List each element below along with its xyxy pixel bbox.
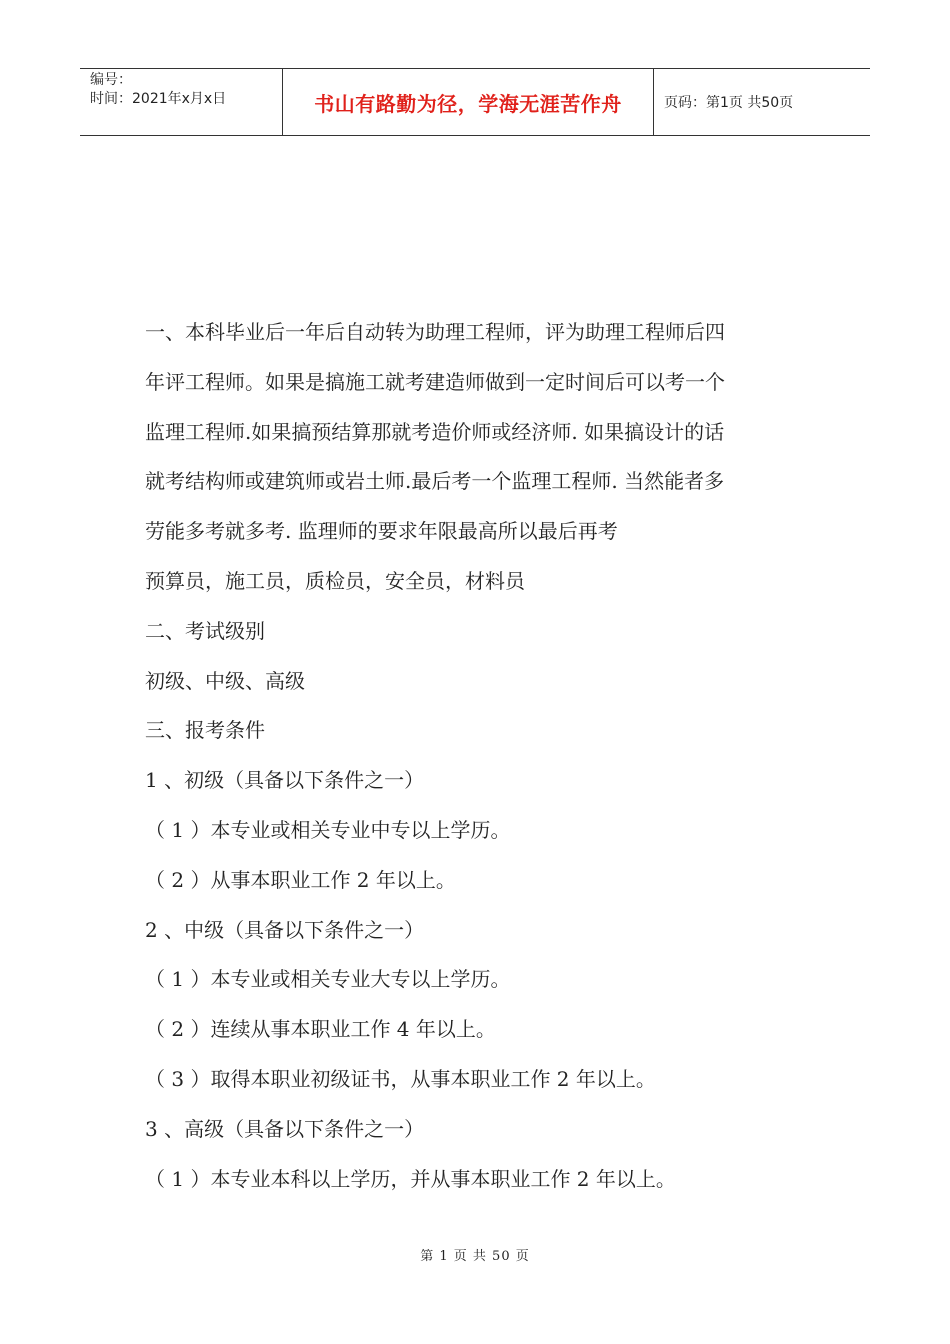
document-header [80, 68, 870, 136]
header-date-label: 时间：2021年x月x日 [90, 91, 227, 107]
list-item: （ 1 ）本专业或相关专业中专以上学历。 [145, 817, 511, 842]
list-item: （ 2 ）从事本职业工作 2 年以上。 [145, 867, 456, 892]
document-body [145, 308, 810, 1204]
header-number-label: 编号： [90, 72, 132, 88]
body-line: 预算员，施工员，质检员，安全员，材料员 [145, 568, 525, 593]
subsection-heading: 1 、初级（具备以下条件之一） [145, 768, 425, 793]
section-heading: 二、考试级别 [145, 618, 265, 643]
header-motto: 书山有路勤为径，学海无涯苦作舟 [282, 69, 654, 135]
body-line: 劳能多考就多考. 监理师的要求年限最高所以最后再考 [145, 519, 618, 544]
section-heading: 三、报考条件 [145, 718, 265, 743]
body-line: 就考结构师或建筑师或岩土师.最后考一个监理工程师. 当然能者多 [145, 469, 725, 494]
list-item: （ 1 ）本专业本科以上学历，并从事本职业工作 2 年以上。 [145, 1166, 676, 1191]
body-line: 监理工程师.如果搞预结算那就考造价师或经济师. 如果搞设计的话 [145, 419, 725, 444]
page-footer: 第 1 页 共 50 页 [420, 1249, 530, 1264]
list-item: （ 3 ）取得本职业初级证书，从事本职业工作 2 年以上。 [145, 1066, 656, 1091]
subsection-heading: 2 、中级（具备以下条件之一） [145, 917, 425, 942]
body-line: 年评工程师。如果是搞施工就考建造师做到一定时间后可以考一个 [145, 369, 725, 394]
subsection-heading: 3 、高级（具备以下条件之一） [145, 1116, 425, 1141]
list-item: （ 1 ）本专业或相关专业大专以上学历。 [145, 967, 511, 992]
body-line: 一、本科毕业后一年后自动转为助理工程师，评为助理工程师后四 [145, 320, 725, 344]
header-meta [80, 69, 282, 135]
header-page-code: 页码：第1页 共50页 [664, 95, 794, 111]
list-item: （ 2 ）连续从事本职业工作 4 年以上。 [145, 1017, 496, 1042]
body-line: 初级、中级、高级 [145, 668, 305, 693]
